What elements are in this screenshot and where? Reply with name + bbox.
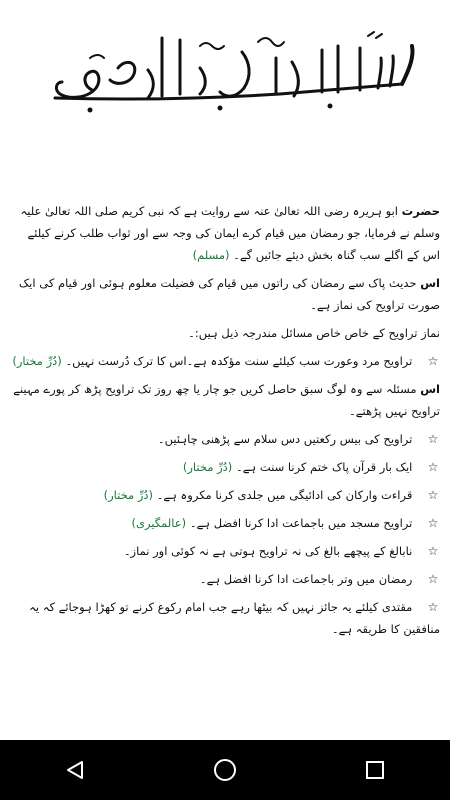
bullet-text: ایک بار قرآن پاک ختم کرنا سنت ہے۔: [235, 460, 413, 474]
intro-explanation: [10, 272, 440, 316]
home-icon: [213, 758, 237, 782]
recents-icon: [364, 759, 386, 781]
bullet-item: [10, 540, 440, 562]
bullet-text: تراویح مسجد میں باجماعت ادا کرنا افضل ہے۔: [189, 516, 413, 530]
bullet-text: تراویح کی بیس رکعتیں دس سلام سے پڑھنی چاہئیں۔: [157, 432, 413, 446]
back-icon: [64, 759, 86, 781]
bullet-reference: (دُرِّ مختار): [103, 488, 154, 502]
star-icon: ☆: [427, 460, 439, 474]
star-icon: ☆: [427, 516, 439, 530]
star-icon: ☆: [427, 544, 439, 558]
bullet-reference: (دُرِّ مختار): [12, 354, 62, 368]
intro-explanation-bold: اس: [420, 276, 440, 290]
navigation-bar: [0, 740, 450, 800]
recents-button[interactable]: [345, 740, 405, 800]
intro-explanation-text: حدیث پاک سے رمضان کی راتوں میں قیام کی فضیلت معلوم ہوئی اور قیام کی ایک صورت تراویح کی نماز ہے۔: [18, 276, 440, 312]
bullet-item: [10, 596, 440, 640]
intro-hadith-text: ابو ہریرہ رضی اللہ تعالیٰ عنہ سے روایت ہے کہ نبی کریم صلی اللہ تعالیٰ علیہ وسلم نے فرمایا، جو رمضان میں قیام کرے ایمان کی وجہ سے اور ثواب طلب کرنے کیلئے اس کے اگلے سب گناہ بخش دیئے جائیں گے۔: [20, 204, 440, 262]
middle-text: مسئلہ سے وہ لوگ سبق حاصل کریں جو چار یا چھ روز تک تراویح پڑھ کر پورے مہینے تراویح نہیں پڑھتے۔: [13, 382, 440, 418]
bullet-text: مقتدی کیلئے یہ جائز نہیں کہ بیٹھا رہے جب امام رکوع کرنے تو کھڑا ہوجائے کہ یہ منافقین کا طریقہ ہے۔: [29, 600, 440, 636]
bismillah-calligraphy-image: [30, 28, 425, 120]
middle-bold-word: اس: [420, 382, 440, 396]
bullet-item: [10, 428, 440, 450]
masail-heading: نماز تراویح کے خاص خاص مسائل مندرجہ ذیل ہیں:۔: [188, 326, 440, 340]
bullet-text: تراویح مرد وعورت سب کیلئے سنت مؤکدہ ہے۔اس کا ترک دُرست نہیں۔: [65, 354, 413, 368]
bullet-item: [10, 350, 440, 372]
bullet-text: نابالغ کے پیچھے بالغ کی نہ تراویح ہوتی ہے نہ کوئی اور نماز۔: [123, 544, 413, 558]
intro-hadith: [10, 200, 440, 266]
article-text: [10, 200, 440, 646]
bullet-text: قراءت وارکان کی ادائیگی میں جلدی کرنا مکروہ ہے۔: [156, 488, 413, 502]
bullet-reference: (عالمگیری): [131, 516, 187, 530]
bullet-reference: (دُرِّ مختار): [182, 460, 233, 474]
bismillah-calligraphy: [30, 28, 425, 120]
bullet-item: [10, 568, 440, 590]
home-button[interactable]: [195, 740, 255, 800]
bullet-item: [10, 512, 440, 534]
reference-muslim: (مسلم): [192, 248, 230, 262]
back-button[interactable]: [45, 740, 105, 800]
star-icon: ☆: [427, 600, 439, 614]
bullet-text: رمضان میں وتر باجماعت ادا کرنا افضل ہے۔: [199, 572, 413, 586]
intro-bold-word: حضرت: [401, 204, 440, 218]
middle-note: [10, 378, 440, 422]
star-icon: ☆: [427, 354, 439, 368]
bullet-item: [10, 456, 440, 478]
star-icon: ☆: [427, 572, 439, 586]
bullet-item: [10, 484, 440, 506]
star-icon: ☆: [427, 488, 439, 502]
star-icon: ☆: [427, 432, 439, 446]
